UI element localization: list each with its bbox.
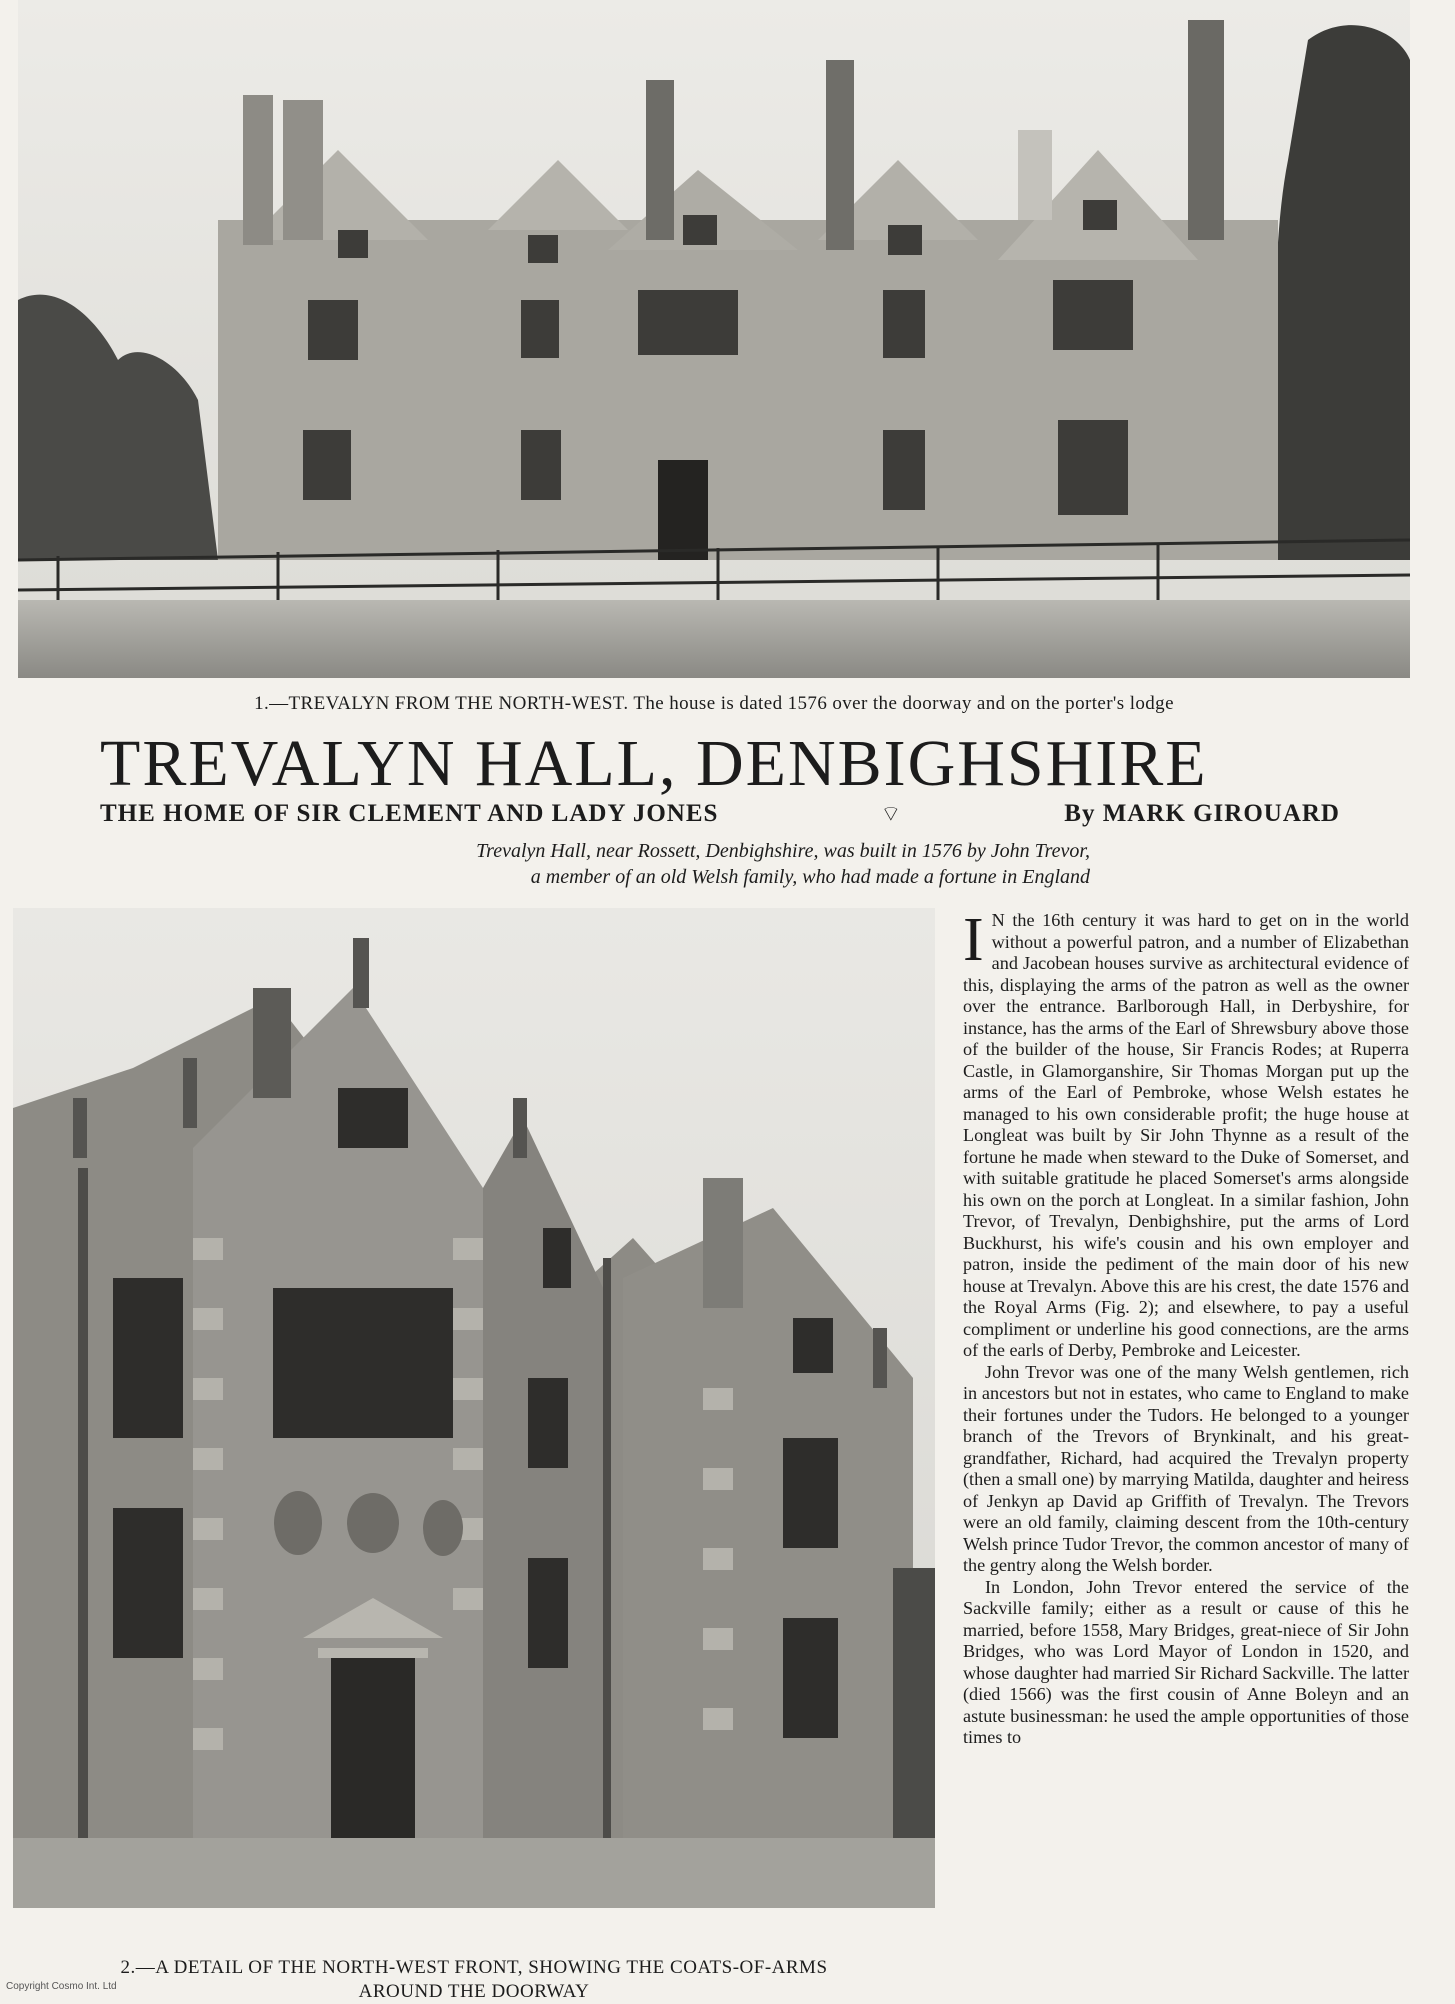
caption-line: AROUND THE DOORWAY [358, 1981, 590, 2002]
figure-1-caption: 1.—TREVALYN FROM THE NORTH-WEST. The house is dated 1576 over the doorway and on the porter's lodge [254, 693, 1174, 714]
article-body [963, 906, 1410, 1749]
body-paragraph: In London, John Trevor entered the service of the Sackville family; either as a result or cause of this he married, before 1558, Mary Bridges, great-niece of Sir John Bridges, who was Lord Mayor of London in 1520, and whose daughter had married Sir Richard Sackville. The latter (died 1566) was the first cousin of Anne Boleyn and an astute businessman: he used the ample opportunities of those times to [963, 1576, 1409, 1747]
body-paragraph [963, 906, 1410, 1362]
paragraph-text: N the 16th century it was hard to get on in the world without a powerful patron, and a number of Elizabethan and Jacobean houses survive as architectural evidence of this, displaying the arms of the patron as well as the owner over the entrance. Barlborough Hall, in Derbyshire, for instance, has the arms of the Earl of Shrewsbury above those of the builder of the house, Sir Francis Rodes; at Ruperra Castle, in Glamorganshire, Sir Thomas Morgan put up the arms of the Earl of Pembroke, whose Welsh estates he managed to his own considerable profit; the huge house at Longleat was built by Sir John Thynne as a result of the fortune he made when steward to the Duke of Somerset, and with suitable gratitude he placed Somerset's arms alongside his own on the porch at Longleat. In a similar fashion, John Trevor, of Trevalyn, Denbighshire, put the arms of Lord Buckhurst, his wife's cousin and his own employer and patron, inside the pediment of the main door of his new house at Trevalyn. Above this are his crest, the date 1576 and the Royal Arms (Fig. 2); and elsewhere, to pay a useful compliment or underline his good connections, are the arms of the earls of Derby, Pembroke and Leicester. [963, 910, 1410, 1360]
article-byline: By MARK GIROUARD [1064, 800, 1340, 827]
standfirst-line: a member of an old Welsh family, who had made a fortune in England [530, 866, 1090, 888]
drop-cap: I [963, 906, 984, 974]
standfirst-line: Trevalyn Hall, near Rossett, Denbighshire, was built in 1576 by John Trevor, [476, 840, 1090, 862]
article-subtitle-row [100, 800, 1340, 828]
body-paragraph: John Trevor was one of the many Welsh gentlemen, rich in ancestors but not in estates, who came to England to make their fortunes under the Tudors. He belonged to a younger branch of the Trevors of Brynkinalt, and his great-grandfather, Richard, had acquired the Trevalyn property (then a small one) by marrying Matilda, daughter and heiress of Jenkyn ap David ap Griffith of Trevalyn. The Trevors were an old family, claiming descent from the 10th-century Welsh prince Tudor Trevor, the common ancestor of many of the gentry along the Welsh border. [963, 1361, 1409, 1575]
article-subtitle: THE HOME OF SIR CLEMENT AND LADY JONES [100, 800, 719, 827]
caption-line: 2.—A DETAIL OF THE NORTH-WEST FRONT, SHOWING THE COATS-OF-ARMS [120, 1957, 828, 1978]
flourish-ornament-icon: ⌔ [880, 801, 903, 826]
copyright-watermark: Copyright Cosmo Int. Ltd [6, 1981, 117, 1992]
standfirst [280, 838, 1090, 890]
figure-2-caption [13, 1956, 935, 2004]
photo-north-west-front-detail [13, 908, 935, 1908]
article-title: TREVALYN HALL, DENBIGHSHIRE [100, 727, 1208, 800]
photo-trevalyn-north-west [18, 0, 1410, 678]
